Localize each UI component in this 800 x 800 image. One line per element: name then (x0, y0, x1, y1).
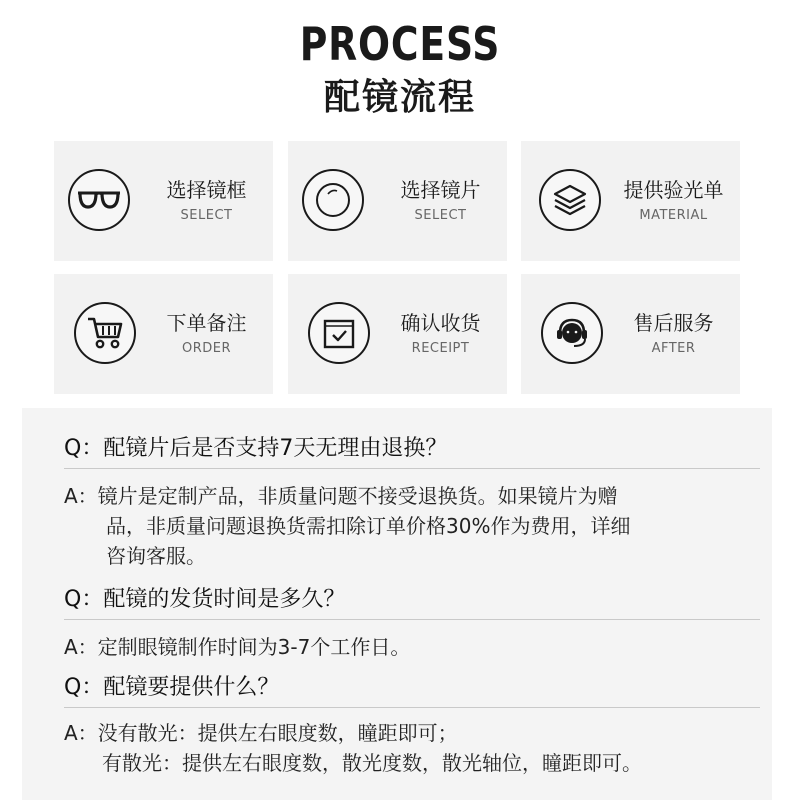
step-sublabel: SELECT (180, 208, 233, 223)
lens-icon (302, 169, 364, 231)
faq-question: Q：配镜片后是否支持7天无理由退换？ (64, 436, 448, 461)
step-card-select-frame (54, 141, 273, 261)
divider (64, 468, 760, 469)
step-card-select-lens (288, 141, 507, 261)
answer-line: 品，非质量问题退换货需扣除订单价格30%作为费用，详细 (106, 514, 631, 538)
step-sublabel: ORDER (181, 341, 232, 356)
step-card-after-sales (521, 274, 740, 394)
faq-answer (64, 632, 760, 662)
step-sublabel: MATERIAL (639, 208, 708, 223)
cart-icon (74, 302, 136, 364)
page-title-en: PROCESS (299, 17, 501, 71)
page-title-cn: 配镜流程 (323, 77, 476, 118)
step-card-receipt (288, 274, 507, 394)
step-label: 下单备注 (166, 311, 247, 335)
checkbox-icon (308, 302, 370, 364)
faq-answer (64, 718, 760, 778)
step-card-prescription (521, 141, 740, 261)
answer-line: 有散光：提供左右眼度数，散光度数，散光轴位，瞳距即可。 (102, 751, 642, 775)
answer-line: A：镜片是定制产品，非质量问题不接受退换货。如果镜片为赠 (64, 484, 618, 508)
answer-line: A：定制眼镜制作时间为3-7个工作日。 (64, 635, 411, 659)
step-label: 确认收货 (400, 311, 481, 335)
faq-question: Q：配镜要提供什么？ (64, 675, 280, 700)
glasses-icon (68, 169, 130, 231)
divider (64, 707, 760, 708)
divider (64, 619, 760, 620)
step-label: 选择镜片 (400, 178, 481, 202)
step-label: 售后服务 (633, 311, 714, 335)
faq-answer (64, 481, 760, 571)
answer-line: 咨询客服。 (106, 544, 206, 568)
faq-question: Q：配镜的发货时间是多久？ (64, 587, 346, 612)
step-card-order (54, 274, 273, 394)
step-label: 提供验光单 (623, 178, 724, 202)
step-sublabel: SELECT (414, 208, 467, 223)
step-sublabel: RECEIPT (411, 341, 470, 356)
step-sublabel: AFTER (651, 341, 696, 356)
answer-line: A：没有散光：提供左右眼度数，瞳距即可； (64, 721, 458, 745)
step-label: 选择镜框 (166, 178, 247, 202)
layers-icon (539, 169, 601, 231)
headset-icon (541, 302, 603, 364)
